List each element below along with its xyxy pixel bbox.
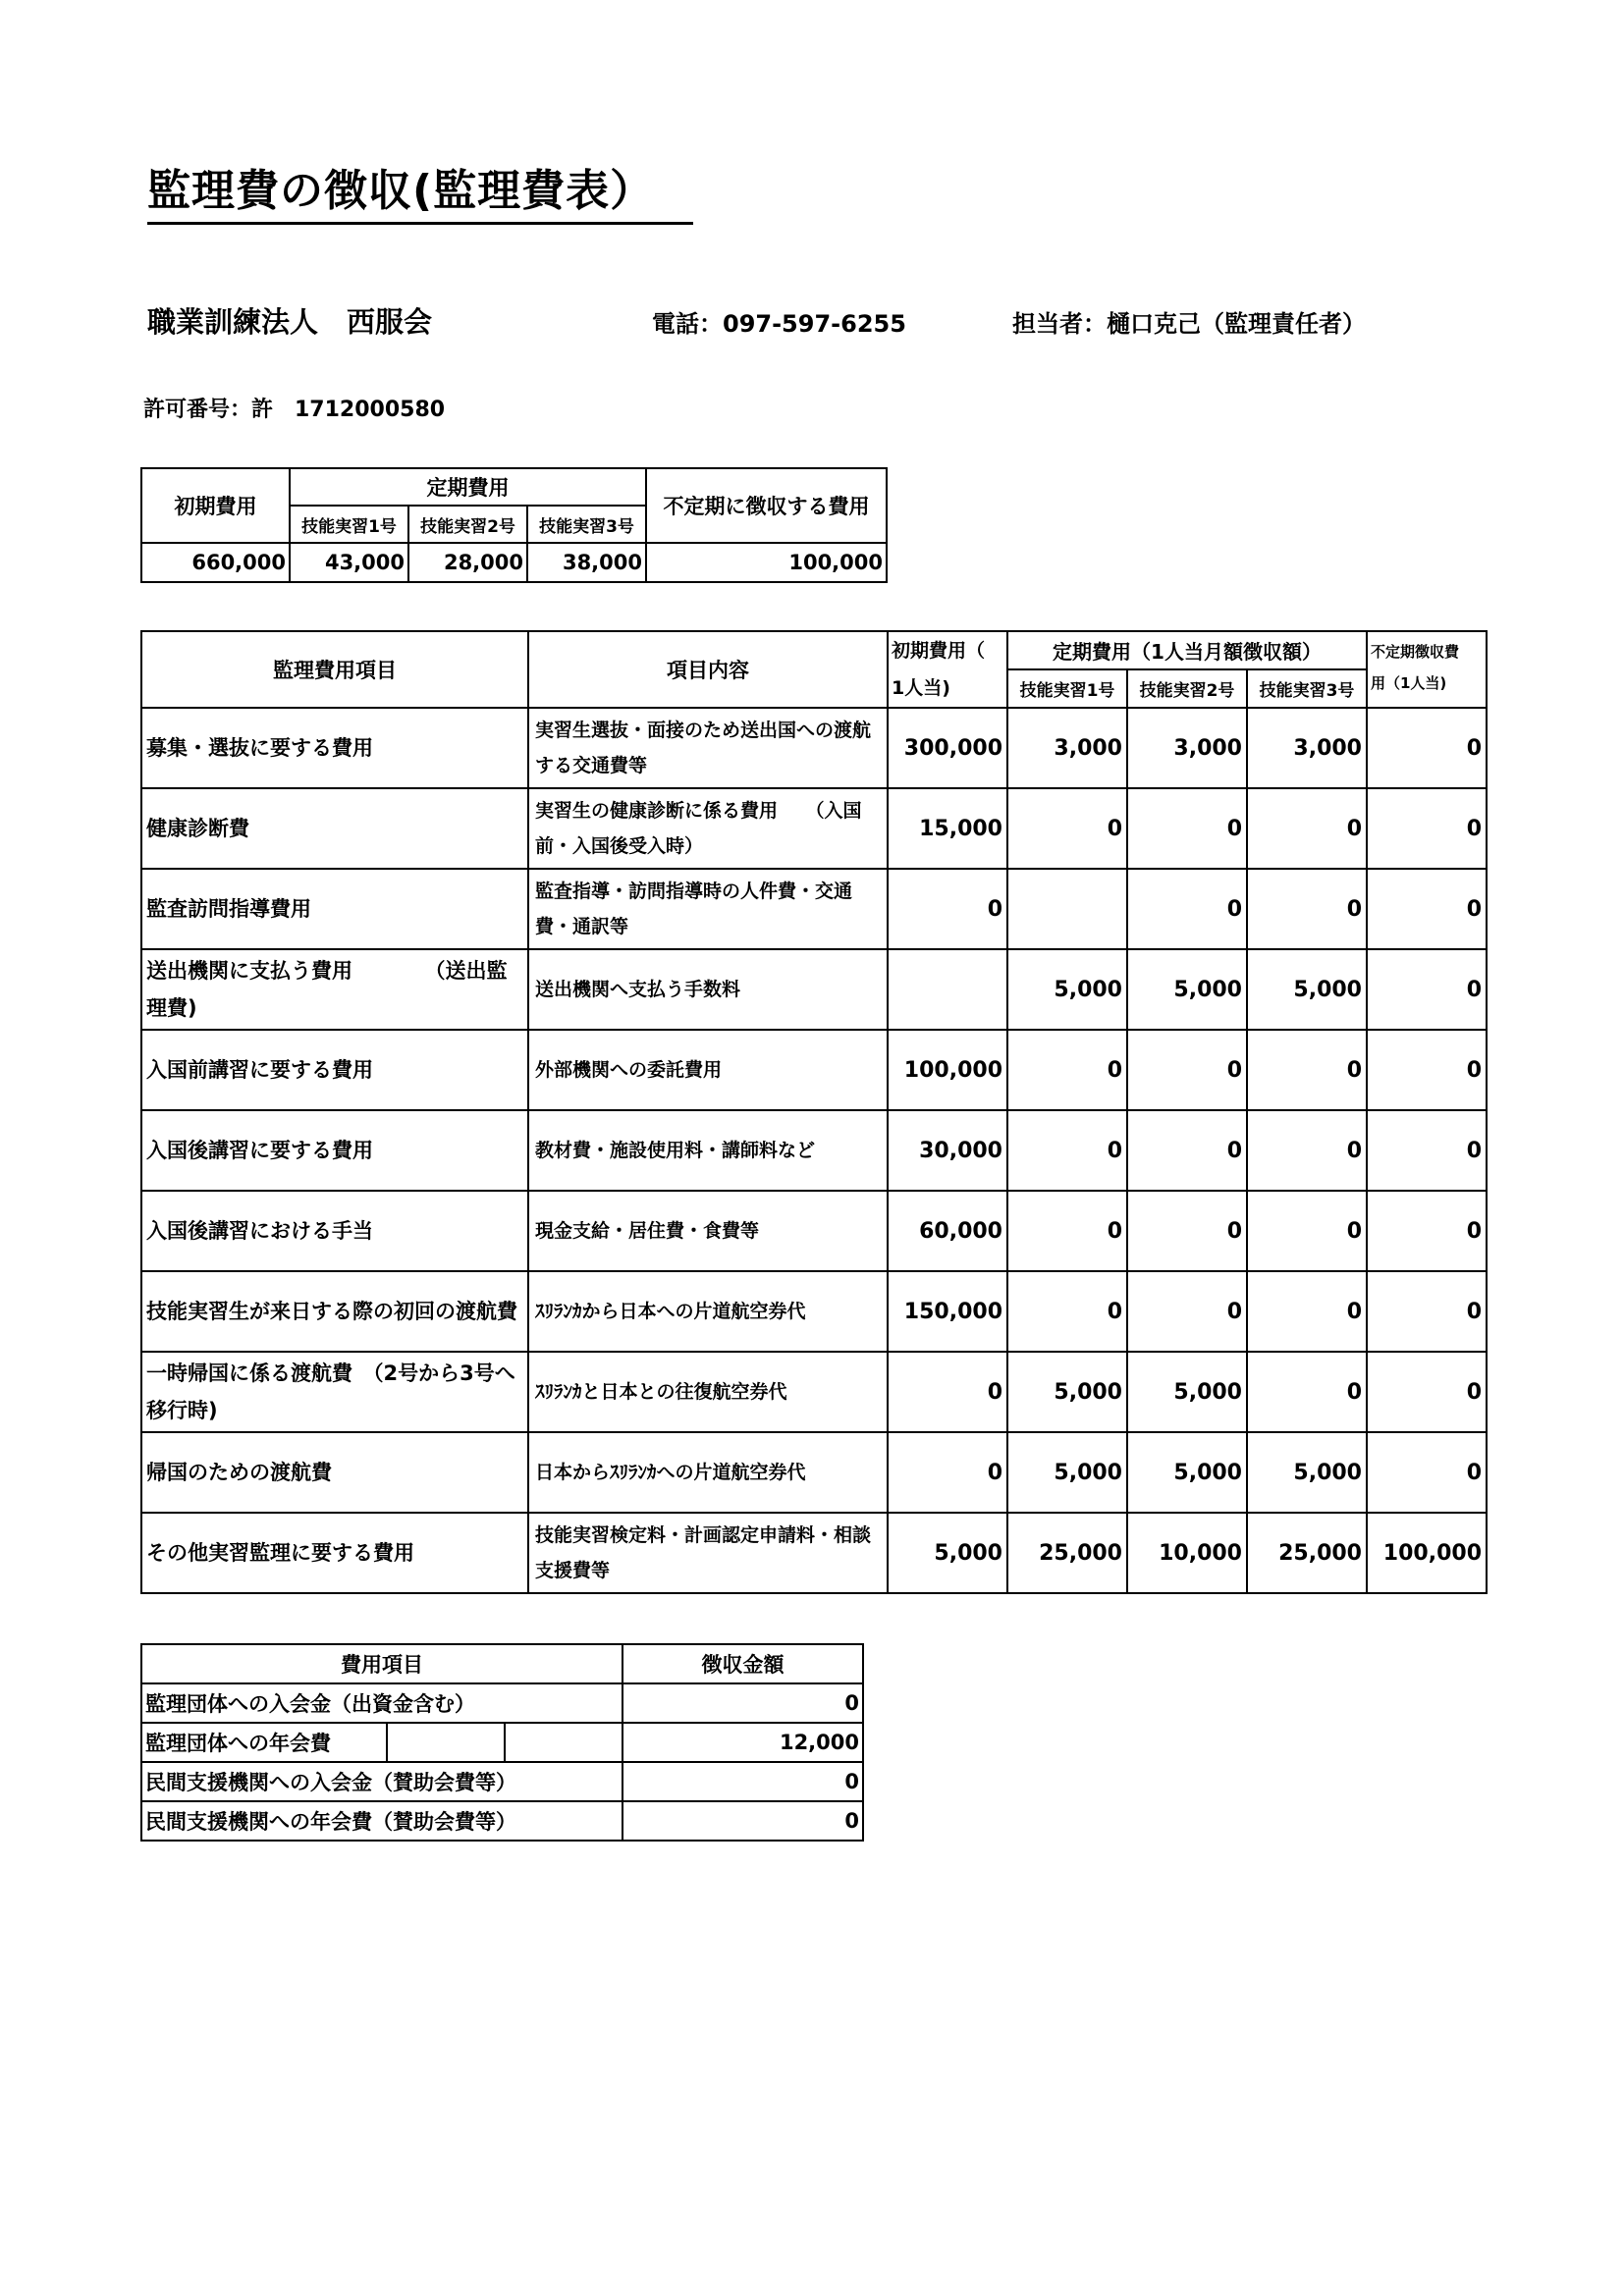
detail-row-initial: 60,000 — [888, 1191, 1007, 1271]
page-title: 監理費の徴収(監理費表） — [147, 155, 693, 225]
detail-row-grade3: 3,000 — [1247, 708, 1367, 788]
detail-row-grade1: 0 — [1007, 1110, 1127, 1191]
table-row — [141, 949, 1487, 1030]
detail-row-description: 監査指導・訪問指導時の人件費・交通費・通訳等 — [528, 869, 888, 949]
detail-row-grade3: 0 — [1247, 1191, 1367, 1271]
detail-row-initial: 0 — [888, 1432, 1007, 1513]
fees-header-item: 費用項目 — [141, 1644, 623, 1683]
summary-value-grade2: 28,000 — [408, 543, 527, 582]
detail-row-description: 現金支給・居住費・食費等 — [528, 1191, 888, 1271]
detail-row-description: ｽﾘﾗﾝｶと日本との往復航空券代 — [528, 1352, 888, 1432]
detail-row-description: ｽﾘﾗﾝｶから日本への片道航空券代 — [528, 1271, 888, 1352]
fees-amount: 0 — [623, 1762, 863, 1801]
detail-row-grade1: 25,000 — [1007, 1513, 1127, 1593]
detail-header-regular: 定期費用（1人当月額徴収額） — [1007, 631, 1367, 669]
detail-row-grade1: 0 — [1007, 1030, 1127, 1110]
fees-empty-cell — [505, 1723, 623, 1762]
phone-number: 電話：097-597-6255 — [652, 310, 906, 338]
fees-empty-cell — [387, 1723, 505, 1762]
summary-value-grade3: 38,000 — [527, 543, 646, 582]
detail-row-irregular: 0 — [1367, 1110, 1487, 1191]
table-row — [141, 1030, 1487, 1110]
table-row — [141, 788, 1487, 869]
summary-header-grade3: 技能実習3号 — [527, 506, 646, 543]
detail-row-item: 技能実習生が来日する際の初回の渡航費 — [141, 1271, 528, 1352]
fees-amount: 0 — [623, 1801, 863, 1841]
detail-row-irregular: 0 — [1367, 708, 1487, 788]
detail-row-item: 健康診断費 — [141, 788, 528, 869]
detail-row-grade2: 0 — [1127, 788, 1247, 869]
detail-row-grade3: 0 — [1247, 1110, 1367, 1191]
detail-row-grade1: 0 — [1007, 1191, 1127, 1271]
detail-row-grade2: 3,000 — [1127, 708, 1247, 788]
detail-row-grade2: 0 — [1127, 1271, 1247, 1352]
detail-row-grade2: 0 — [1127, 1191, 1247, 1271]
detail-row-grade1: 0 — [1007, 1271, 1127, 1352]
detail-row-grade2: 5,000 — [1127, 1432, 1247, 1513]
summary-value-initial: 660,000 — [141, 543, 290, 582]
detail-row-grade3: 0 — [1247, 1271, 1367, 1352]
detail-row-grade1: 5,000 — [1007, 949, 1127, 1030]
permit-number: 許可番号：許 1712000580 — [143, 398, 446, 422]
detail-row-initial: 0 — [888, 869, 1007, 949]
detail-row-item: 一時帰国に係る渡航費 （2号から3号へ移行時) — [141, 1352, 528, 1432]
table-row — [141, 1432, 1487, 1513]
detail-row-grade1: 5,000 — [1007, 1432, 1127, 1513]
fees-amount: 0 — [623, 1683, 863, 1723]
detail-row-initial: 0 — [888, 1352, 1007, 1432]
detail-row-irregular: 0 — [1367, 1271, 1487, 1352]
fees-label: 民間支援機関への入会金（賛助会費等） — [141, 1762, 623, 1801]
detail-row-grade2: 10,000 — [1127, 1513, 1247, 1593]
detail-row-initial: 150,000 — [888, 1271, 1007, 1352]
detail-row-grade2: 0 — [1127, 1110, 1247, 1191]
detail-row-initial: 15,000 — [888, 788, 1007, 869]
detail-row-item: 監査訪問指導費用 — [141, 869, 528, 949]
detail-row-description: 外部機関への委託費用 — [528, 1030, 888, 1110]
table-row — [141, 1271, 1487, 1352]
detail-row-grade3: 0 — [1247, 1030, 1367, 1110]
summary-table — [140, 467, 888, 583]
detail-header-content: 項目内容 — [528, 631, 888, 708]
detail-row-initial: 5,000 — [888, 1513, 1007, 1593]
detail-header-initial-line2: 1人当) — [892, 677, 950, 699]
fee-detail-table — [140, 630, 1488, 1594]
detail-row-description: 教材費・施設使用料・講師料など — [528, 1110, 888, 1191]
detail-row-initial — [888, 949, 1007, 1030]
detail-row-item: 送出機関に支払う費用 （送出監理費) — [141, 949, 528, 1030]
contact-person: 担当者：樋口克己（監理責任者） — [1012, 310, 1366, 338]
detail-header-initial — [888, 631, 1007, 708]
detail-row-grade1 — [1007, 869, 1127, 949]
detail-row-irregular: 0 — [1367, 869, 1487, 949]
detail-row-irregular: 0 — [1367, 949, 1487, 1030]
detail-header-irregular — [1367, 631, 1487, 708]
detail-row-description: 送出機関へ支払う手数料 — [528, 949, 888, 1030]
table-row — [141, 869, 1487, 949]
detail-row-grade2: 0 — [1127, 869, 1247, 949]
detail-header-irregular-line2: 用（1人当) — [1371, 674, 1447, 692]
detail-row-grade3: 0 — [1247, 869, 1367, 949]
detail-row-item: 入国前講習に要する費用 — [141, 1030, 528, 1110]
detail-row-irregular: 100,000 — [1367, 1513, 1487, 1593]
detail-row-initial: 30,000 — [888, 1110, 1007, 1191]
detail-row-irregular: 0 — [1367, 1030, 1487, 1110]
table-row — [141, 1352, 1487, 1432]
detail-row-description: 日本からｽﾘﾗﾝｶへの片道航空券代 — [528, 1432, 888, 1513]
detail-row-initial: 100,000 — [888, 1030, 1007, 1110]
detail-row-item: 入国後講習に要する費用 — [141, 1110, 528, 1191]
detail-row-initial: 300,000 — [888, 708, 1007, 788]
detail-row-grade3: 0 — [1247, 1352, 1367, 1432]
fees-label: 民間支援機関への年会費（賛助会費等） — [141, 1801, 623, 1841]
detail-header-grade3: 技能実習3号 — [1247, 669, 1367, 708]
organization-name: 職業訓練法人 西服会 — [147, 305, 433, 339]
detail-row-grade1: 5,000 — [1007, 1352, 1127, 1432]
detail-row-grade3: 25,000 — [1247, 1513, 1367, 1593]
detail-row-grade2: 5,000 — [1127, 1352, 1247, 1432]
detail-row-grade3: 5,000 — [1247, 949, 1367, 1030]
detail-row-irregular: 0 — [1367, 1352, 1487, 1432]
summary-header-initial: 初期費用 — [141, 468, 290, 543]
detail-row-grade1: 0 — [1007, 788, 1127, 869]
table-row — [141, 708, 1487, 788]
detail-row-grade2: 5,000 — [1127, 949, 1247, 1030]
detail-row-item: 帰国のための渡航費 — [141, 1432, 528, 1513]
detail-row-grade3: 5,000 — [1247, 1432, 1367, 1513]
detail-row-irregular: 0 — [1367, 1432, 1487, 1513]
membership-fee-table — [140, 1643, 864, 1842]
detail-header-grade1: 技能実習1号 — [1007, 669, 1127, 708]
detail-row-description: 技能実習検定料・計画認定申請料・相談支援費等 — [528, 1513, 888, 1593]
fees-amount: 12,000 — [623, 1723, 863, 1762]
detail-row-grade3: 0 — [1247, 788, 1367, 869]
detail-row-item: その他実習監理に要する費用 — [141, 1513, 528, 1593]
summary-header-regular: 定期費用 — [290, 468, 646, 506]
detail-header-grade2: 技能実習2号 — [1127, 669, 1247, 708]
fees-label: 監理団体への入会金（出資金含む） — [141, 1683, 623, 1723]
fees-label: 監理団体への年会費 — [141, 1723, 387, 1762]
summary-header-grade1: 技能実習1号 — [290, 506, 408, 543]
table-row — [141, 1191, 1487, 1271]
fees-header-amount: 徴収金額 — [623, 1644, 863, 1683]
detail-row-description: 実習生の健康診断に係る費用 （入国前・入国後受入時） — [528, 788, 888, 869]
detail-header-item: 監理費用項目 — [141, 631, 528, 708]
detail-row-irregular: 0 — [1367, 788, 1487, 869]
summary-value-irregular: 100,000 — [646, 543, 887, 582]
detail-header-initial-line1: 初期費用（ — [892, 640, 986, 662]
detail-row-grade1: 3,000 — [1007, 708, 1127, 788]
summary-value-grade1: 43,000 — [290, 543, 408, 582]
detail-header-irregular-line1: 不定期徴収費 — [1371, 643, 1460, 661]
detail-row-description: 実習生選抜・面接のため送出国への渡航する交通費等 — [528, 708, 888, 788]
table-row — [141, 1513, 1487, 1593]
detail-row-irregular: 0 — [1367, 1191, 1487, 1271]
summary-header-irregular: 不定期に徴収する費用 — [646, 468, 887, 543]
summary-header-grade2: 技能実習2号 — [408, 506, 527, 543]
detail-row-item: 募集・選抜に要する費用 — [141, 708, 528, 788]
table-row — [141, 1110, 1487, 1191]
detail-row-item: 入国後講習における手当 — [141, 1191, 528, 1271]
detail-row-grade2: 0 — [1127, 1030, 1247, 1110]
